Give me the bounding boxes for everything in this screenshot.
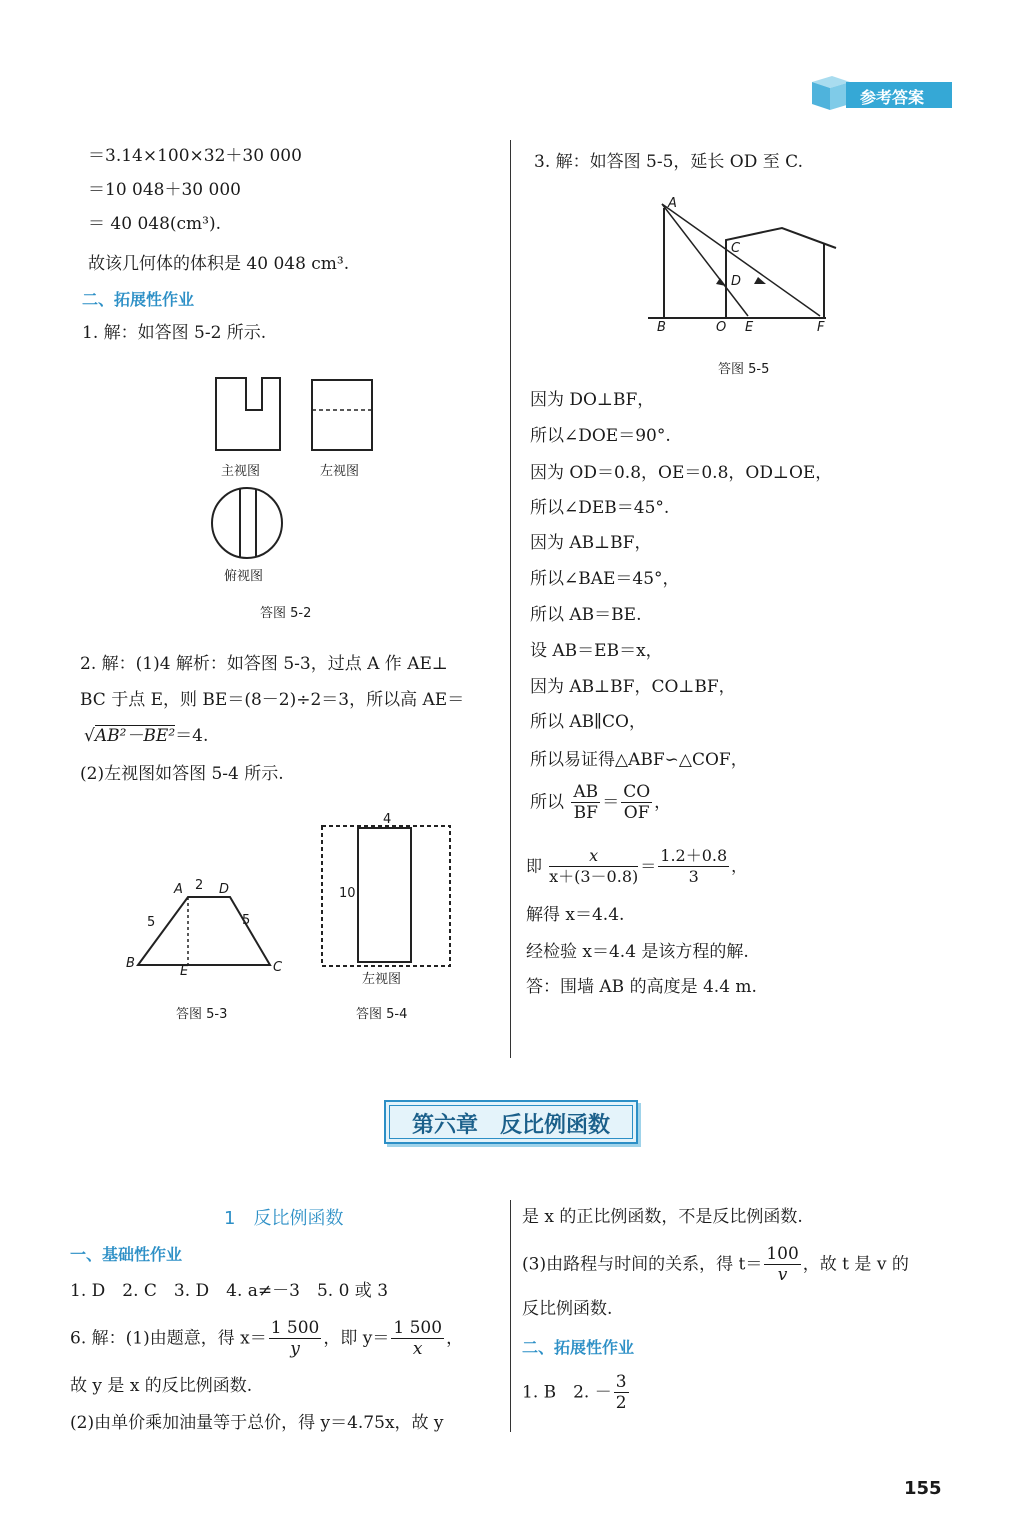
fraction-numerator: 3 <box>615 1372 627 1392</box>
question-2-line: BC 于点 E，则 BE＝(8－2)÷2＝3，所以高 AE＝ <box>80 690 465 710</box>
front-view-label: 主视图 <box>221 464 261 479</box>
section-heading: 二、拓展性作业 <box>522 1338 635 1357</box>
question-2-line <box>84 726 208 746</box>
answer-line: 反比例函数. <box>522 1299 613 1319</box>
fraction-numerator: AB <box>573 782 599 802</box>
calc-line: ＝3.14×100×32＋30 000 <box>88 146 302 166</box>
point-label: E <box>180 964 189 979</box>
top-view-label: 俯视图 <box>224 569 264 584</box>
point-label: D <box>219 882 230 897</box>
left-view-shape <box>312 380 372 450</box>
solution-line: 设 AB＝EB＝x， <box>530 641 663 661</box>
equation-prefix: 即 <box>526 856 543 876</box>
column-divider-top <box>510 140 511 1058</box>
point-label: F <box>817 320 825 335</box>
question-2-line: 2. 解：(1)4 解析：如答图 5-3，过点 A 作 AE⊥ <box>80 654 448 674</box>
fraction-denominator: x <box>412 1339 423 1359</box>
page-number: 155 <box>904 1478 942 1499</box>
trapezoid <box>138 897 270 965</box>
fraction-numerator: 100 <box>766 1244 799 1264</box>
solution-line: 因为 OD＝0.8，OE＝0.8，OD⊥OE， <box>530 463 833 483</box>
section-heading: 一、基础性作业 <box>70 1245 183 1264</box>
point-label: A <box>174 882 183 897</box>
solution-line: 所以易证得△ABF∽△COF， <box>530 750 748 770</box>
solution-line: 所以∠BAE＝45°， <box>530 569 680 589</box>
point-label: B <box>126 956 135 971</box>
solution-line: 因为 DO⊥BF， <box>530 390 655 410</box>
header-badge <box>806 76 952 112</box>
segment-label: 10 <box>339 886 356 901</box>
column-divider-bottom <box>510 1200 511 1432</box>
top-view-circle <box>212 488 282 558</box>
main-equation: 即 $\frac{x}{x+(3-0.8)}$ ＝ $\frac{1.2+0.8}{3}$ ， <box>526 846 748 886</box>
sqrt-result: ＝4. <box>175 726 209 746</box>
fraction-numerator: x <box>549 846 638 867</box>
solution-line: 所以∠DEB＝45°. <box>530 498 670 518</box>
fraction-numerator: 1 500 <box>393 1318 443 1338</box>
answer-line: 是 x 的正比例函数，不是反比例函数. <box>522 1207 803 1227</box>
q3-text: (3)由路程与时间的关系，得 t＝ <box>522 1254 763 1275</box>
left-view-label: 左视图 <box>320 464 360 479</box>
question-3: 3. 解：如答图 5-5，延长 OD 至 C. <box>534 152 803 172</box>
point-label: O <box>716 320 727 335</box>
question-6-line: (2)由单价乘加油量等于总价，得 y＝4.75x，故 y <box>70 1413 444 1433</box>
fraction-denominator: 2 <box>615 1393 627 1413</box>
fraction-denominator: BF <box>573 803 598 823</box>
calc-line: 故该几何体的体积是 40 048 cm³. <box>88 254 350 274</box>
calc-line: ＝ 40 048(cm³). <box>88 214 222 234</box>
fraction-denominator: x＋(3－0.8) <box>549 867 639 886</box>
arrow-head <box>754 277 766 284</box>
fraction-numerator: 1.2＋0.8 <box>660 846 728 865</box>
header-badge-label: 参考答案 <box>860 88 925 107</box>
segment-label: 5 <box>242 913 251 928</box>
answer-line <box>522 1244 909 1285</box>
question-1: 1. 解：如答图 5-2 所示. <box>82 323 267 343</box>
ratio-prefix: 所以 <box>530 792 564 813</box>
fraction-denominator: OF <box>623 803 650 823</box>
chapter-title: 第六章 反比例函数 <box>411 1112 610 1138</box>
point-label: C <box>731 241 741 256</box>
left-view-rect <box>358 828 411 962</box>
sqrt-sign: √ <box>84 726 95 746</box>
answers-line: 1. D 2. C 3. D 4. a≠－3 5. 0 或 3 <box>70 1281 389 1301</box>
question-6-line: 故 y 是 x 的反比例函数. <box>70 1376 253 1396</box>
ratio-equation: 所以 $\frac{AB}{BF}$ ＝ $\frac{CO}{OF}$ ， <box>530 782 672 823</box>
solution-line: 所以 AB∥CO， <box>530 712 646 732</box>
q6-text: 6. 解：(1)由题意，得 x＝ <box>70 1328 267 1349</box>
section-heading: 二、拓展性作业 <box>82 290 195 309</box>
figure-caption: 答图 5-3 <box>176 1007 228 1022</box>
answers-text: 1. B 2. － <box>522 1382 612 1403</box>
segment-label: 2 <box>195 878 204 893</box>
segment-label: 4 <box>383 812 392 827</box>
figure-caption: 答图 5-5 <box>718 362 770 377</box>
question-2-line: (2)左视图如答图 5-4 所示. <box>80 764 284 784</box>
front-view-shape <box>216 378 280 450</box>
point-label: C <box>273 960 283 975</box>
calc-line: ＝10 048＋30 000 <box>88 180 241 200</box>
fraction-denominator: 3 <box>688 867 699 886</box>
view-label: 左视图 <box>362 972 402 987</box>
fraction-numerator: 1 500 <box>270 1318 320 1338</box>
figure-5-3 <box>120 875 290 985</box>
chapter-title-box <box>384 1100 638 1144</box>
solution-line: 答：围墙 AB 的高度是 4.4 m. <box>526 977 757 997</box>
figure-caption: 答图 5-2 <box>260 606 312 621</box>
q6-text: ， <box>446 1328 464 1349</box>
ray-af <box>662 204 820 316</box>
figure-caption: 答图 5-4 <box>356 1007 408 1022</box>
solution-line: 所以 AB＝BE. <box>530 605 642 625</box>
question-6-line <box>70 1318 463 1359</box>
point-label: A <box>668 196 677 211</box>
segment-label: 5 <box>147 915 156 930</box>
solution-line: 所以∠DOE＝90°. <box>530 426 671 446</box>
answers-line <box>522 1372 631 1413</box>
solution-line: 因为 AB⊥BF，CO⊥BF， <box>530 677 736 697</box>
fraction-denominator: y <box>290 1339 300 1359</box>
solution-line: 因为 AB⊥BF， <box>530 533 652 553</box>
ray-ae <box>662 204 748 316</box>
fraction-numerator: CO <box>623 782 651 802</box>
figure-5-5 <box>640 192 845 327</box>
lesson-title: 1 反比例函数 <box>224 1208 344 1229</box>
point-label: E <box>745 320 754 335</box>
point-label: B <box>657 320 666 335</box>
house-outline <box>726 228 836 318</box>
q6-text: ，即 y＝ <box>323 1328 390 1349</box>
solution-line: 解得 x＝4.4. <box>526 905 625 925</box>
q3-text: ，故 t 是 v 的 <box>802 1254 909 1275</box>
solution-line: 经检验 x＝4.4 是该方程的解. <box>526 942 749 962</box>
fraction-denominator: v <box>777 1265 788 1285</box>
point-label: D <box>731 274 742 289</box>
sqrt-radicand: AB²－BE² <box>94 726 176 746</box>
arrow-head <box>716 278 726 286</box>
